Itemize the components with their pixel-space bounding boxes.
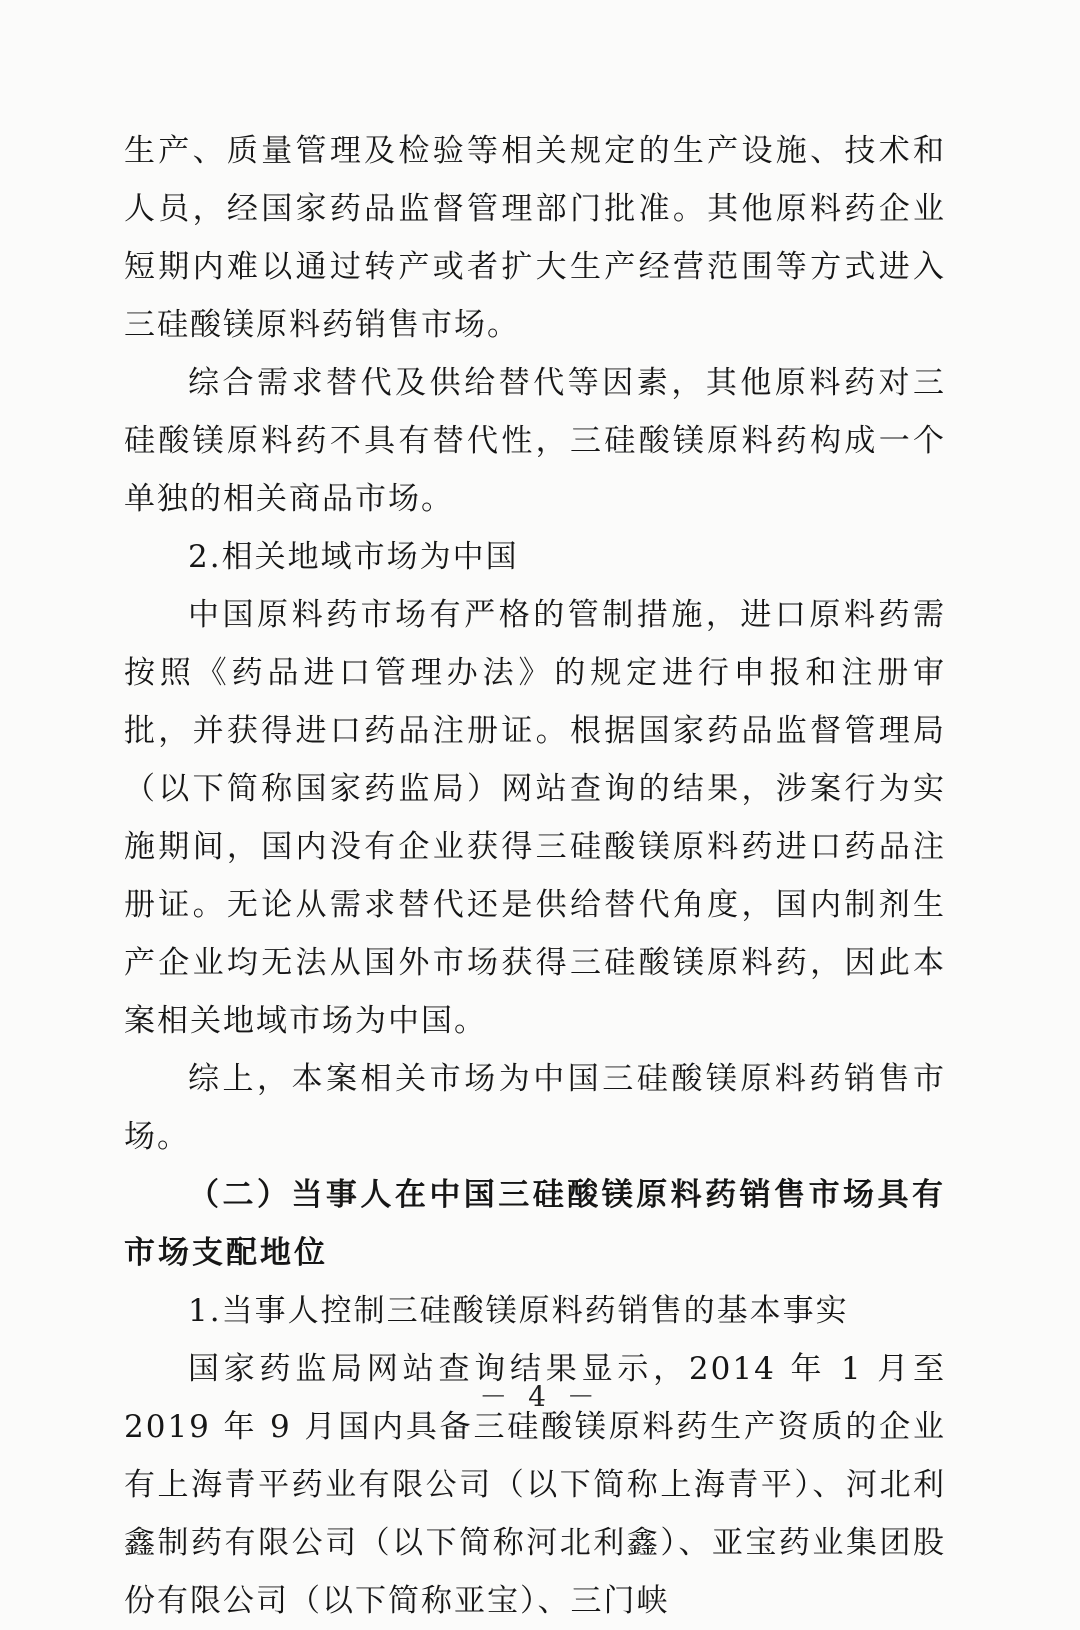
- page-number: － 4 －: [479, 1380, 601, 1413]
- paragraph-production-facilities: 生产、质量管理及检验等相关规定的生产设施、技术和人员，经国家药品监督管理部门批准。其他原料药企业短期内难以通过转产或者扩大生产经营范围等方式进入三硅酸镁原料药销售市场。: [124, 133, 946, 343]
- paragraph-market-conclusion: 综上，本案相关市场为中国三硅酸镁原料药销售市场。: [124, 1061, 946, 1155]
- subheading-basic-facts: 1.当事人控制三硅酸镁原料药销售的基本事实: [188, 1293, 849, 1329]
- paragraph-qualified-producers: 国家药监局网站查询结果显示，2014 年 1 月至 2019 年 9 月国内具备三硅酸镁原料药生产资质的企业有上海青平药业有限公司（以下简称上海青平）、河北利鑫制药有限公司（以下简称河北利鑫）、亚宝药业集团股份有限公司（以下简称亚宝）、三门峡: [124, 1351, 946, 1619]
- subheading-geographic-market: 2.相关地域市场为中国: [188, 539, 519, 575]
- section-heading-dominant-position: （二）当事人在中国三硅酸镁原料药销售市场具有市场支配地位: [124, 1177, 946, 1271]
- paragraph-import-controls: 中国原料药市场有严格的管制措施，进口原料药需按照《药品进口管理办法》的规定进行申报和注册审批，并获得进口药品注册证。根据国家药品监督管理局（以下简称国家药监局）网站查询的结果，涉案行为实施期间，国内没有企业获得三硅酸镁原料药进口药品注册证。无论从需求替代还是供给替代角度，国内制剂生产企业均无法从国外市场获得三硅酸镁原料药，因此本案相关地域市场为中国。: [124, 597, 946, 1039]
- paragraph-substitution-summary: 综合需求替代及供给替代等因素，其他原料药对三硅酸镁原料药不具有替代性，三硅酸镁原料药构成一个单独的相关商品市场。: [124, 365, 946, 517]
